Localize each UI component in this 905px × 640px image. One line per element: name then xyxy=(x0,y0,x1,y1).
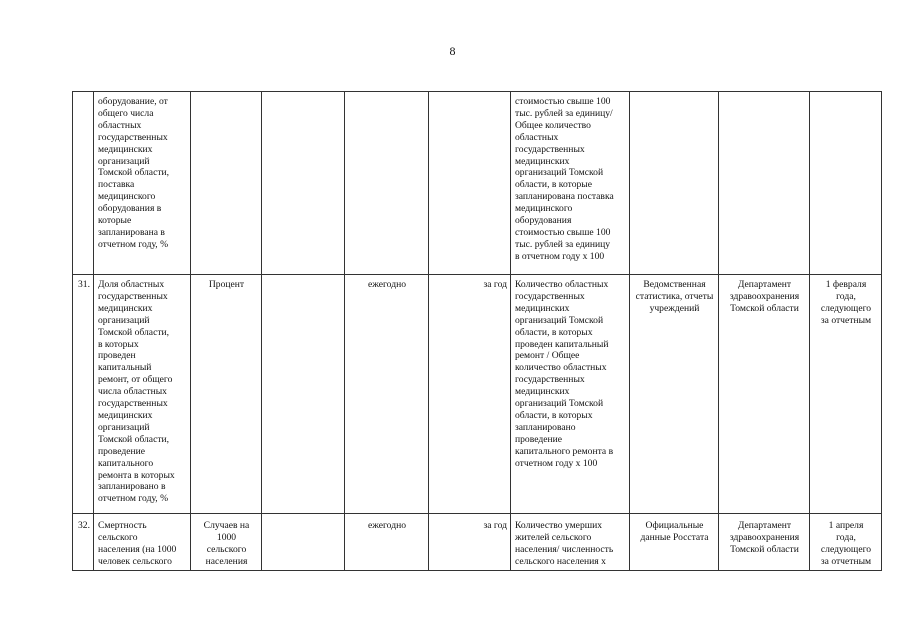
unit-cell: Процент xyxy=(191,275,262,514)
empty-cell xyxy=(262,275,345,514)
indicator-name: Смертность сельского населения (на 1000 человек сельского xyxy=(94,514,191,571)
source-cell xyxy=(630,92,719,275)
source-cell: Ведомственная статистика, отчеты учреждений xyxy=(630,275,719,514)
period-cell: за год xyxy=(429,275,511,514)
unit-cell: Случаев на 1000 сельского населения xyxy=(191,514,262,571)
responsible-cell: Департамент здравоохранения Томской области xyxy=(719,514,810,571)
empty-cell xyxy=(262,92,345,275)
unit-cell xyxy=(191,92,262,275)
deadline-cell: 1 апреля года, следующего за отчетным xyxy=(810,514,882,571)
row-number: 31. xyxy=(73,275,94,514)
formula-cell: стоимостью свыше 100 тыс. рублей за единицу/ Общее количество областных государственных медицинских организаций Томской области, в которые запланирована поставка медицинского оборудования стоимостью свыше 100 тыс. рублей за единицу в отчетном году х 100 xyxy=(511,92,630,275)
indicator-name: оборудование, от общего числа областных государственных медицинских организаций Томской области, поставка медицинского оборудования в которые запланирована в отчетном году, % xyxy=(94,92,191,275)
frequency-cell: ежегодно xyxy=(345,275,429,514)
table-row xyxy=(73,92,882,275)
empty-cell xyxy=(262,514,345,571)
indicators-table xyxy=(72,91,882,571)
table-row xyxy=(73,275,882,514)
row-number: 32. xyxy=(73,514,94,571)
period-cell xyxy=(429,92,511,275)
formula-cell: Количество областных государственных медицинских организаций Томской области, в которых проведен капитальный ремонт / Общее количество областных государственных медицинских организаций Томской области, в которых запланировано проведение капитального ремонта в отчетном году х 100 xyxy=(511,275,630,514)
row-number xyxy=(73,92,94,275)
frequency-cell: ежегодно xyxy=(345,514,429,571)
responsible-cell: Департамент здравоохранения Томской области xyxy=(719,275,810,514)
deadline-cell xyxy=(810,92,882,275)
responsible-cell xyxy=(719,92,810,275)
frequency-cell xyxy=(345,92,429,275)
indicator-name: Доля областных государственных медицинских организаций Томской области, в которых проведен капитальный ремонт, от общего числа областных государственных медицинских организаций Томской области, проведение капитального ремонта в которых запланировано в отчетном году, % xyxy=(94,275,191,514)
deadline-cell: 1 февраля года, следующего за отчетным xyxy=(810,275,882,514)
table-row xyxy=(73,514,882,571)
page-number: 8 xyxy=(449,44,456,58)
formula-cell: Количество умерших жителей сельского населения/ численность сельского населения х xyxy=(511,514,630,571)
source-cell: Официальные данные Росстата xyxy=(630,514,719,571)
period-cell: за год xyxy=(429,514,511,571)
